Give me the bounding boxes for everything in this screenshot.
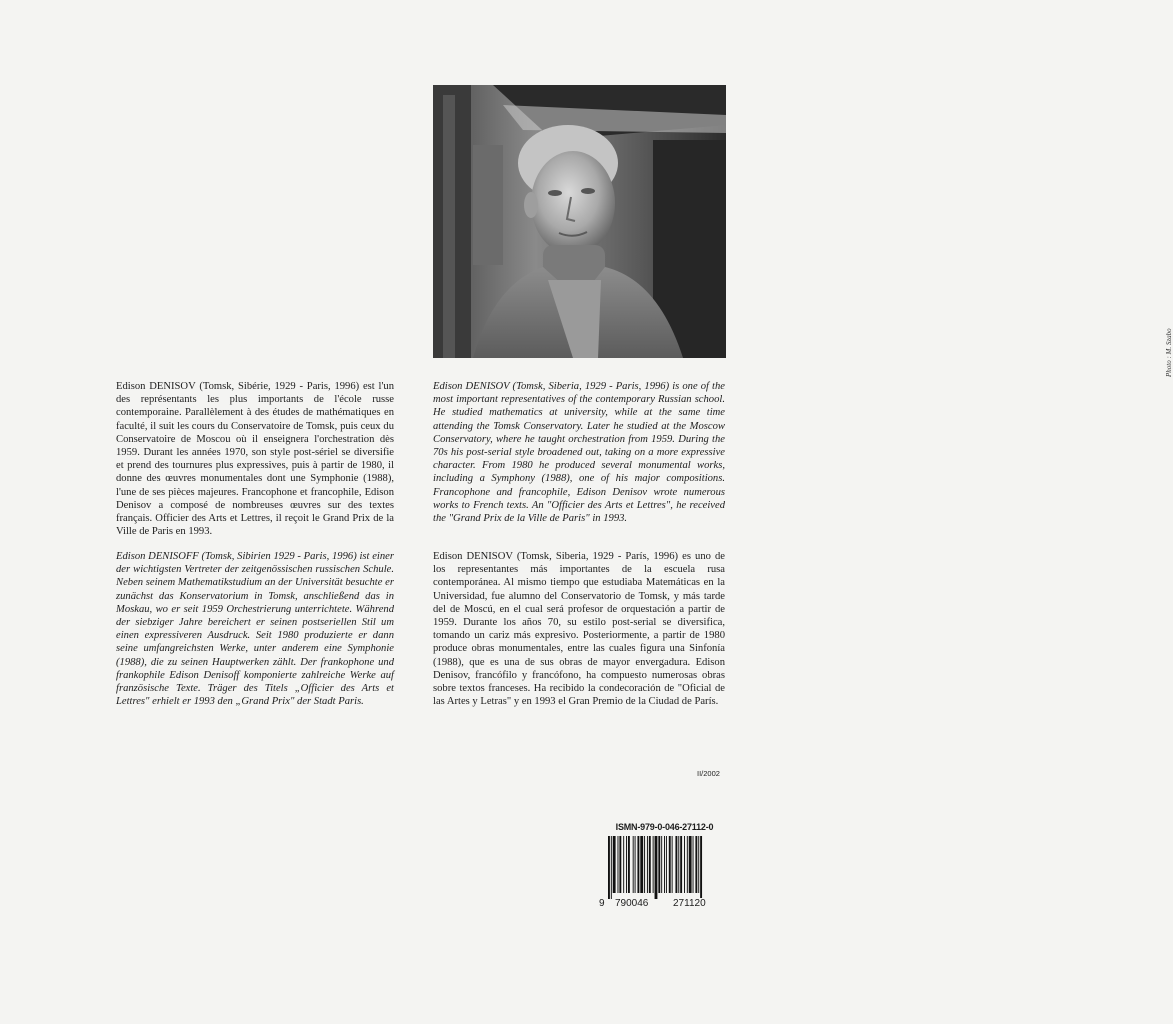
barcode-left-digits: 790046 <box>615 898 649 909</box>
barcode-bar <box>640 836 643 893</box>
barcode-bar <box>680 836 682 893</box>
portrait-photo-container <box>433 85 1173 377</box>
barcode-bar <box>698 836 699 893</box>
ismn-barcode <box>598 822 731 915</box>
barcode-bar <box>672 836 673 893</box>
barcode-bar <box>644 836 645 893</box>
barcode-digits <box>598 898 731 914</box>
barcode-bar <box>635 836 636 893</box>
german-biography: Edison DENISOFF (Tomsk, Sibirien 1929 - Paris, 1996) ist einer der wichtigsten Vertreter der zeitgenössischen russischen Schule. Neben seinem Mathematikstudium an der Universität besuchte er zunächst das Konservatorium in Tomsk, anschließend das in Moskau, wo er seit 1959 Orchestrierung unterrichtete. Während der siebziger Jahre bereichert er seinen postseriellen Stil um einen expressiveren Ausdruck. Seit 1980 produzierte er dann seine umfangreichsten Werke, unter anderem eine Symphonie (1988), die zu seinen Hauptwerken zählt. Der frankophone und frankophile Edison Denisoff komponierte zahlreiche Werke auf französische Texte. Träger des Titels „Officier des Arts et Lettres" erhielt er 1993 den „Grand Prix" der Stadt Paris. <box>116 551 394 708</box>
edition-date-code: II/2002 <box>697 769 720 778</box>
barcode-right-digits: 271120 <box>673 898 706 909</box>
barcode-bar <box>678 836 679 893</box>
barcode-bar <box>689 836 692 893</box>
barcode-bar <box>647 836 648 893</box>
barcode-bar <box>626 836 627 893</box>
barcode-bar <box>687 836 688 893</box>
ismn-number: ISMN-979-0-046-27112-0 <box>615 822 714 832</box>
barcode-first-digit: 9 <box>599 898 605 909</box>
barcode-bars <box>600 836 731 899</box>
spanish-biography: Edison DENISOV (Tomsk, Siberia, 1929 - París, 1996) es uno de los representantes más importantes de la escuela rusa contemporánea. Al mismo tiempo que estudiaba Matemáticas en la Universidad, fue alumno del Conservatorio de Tomsk, y más tarde del de Moscú, en el cual será profesor de orquestación a partir de 1959. Durante los años 70, su estilo post-serial se diversifica, tomando un cariz más expresivo. Posteriormente, a partir de 1980 produce obras monumentales, entre las cuales figura una Sinfonía (1988), que es una de sus obras de mayor envergadura. Edison Denisov, francófilo y francófono, ha compuesto numerosas obras sobre textos franceses. Ha recibido la condecoración de "Oficial de las Artes y Letras" y en 1993 el Gran Premio de la Ciudad de París. <box>433 551 725 708</box>
french-biography: Edison DENISOV (Tomsk, Sibérie, 1929 - Paris, 1996) est l'un des représentants les plus importants de l'école russe contemporaine. Parallèlement à des études de mathématiques en faculté, il suit les cours du Conservatoire de Tomsk, puis ceux du Conservatoire de Moscou où il enseignera l'orchestration dès 1959. Durant les années 1970, son style post-sériel se diversifie et prend des tournures plus expressives, puis à partir de 1980, il donne des œuvres monumentales dont une Symphonie (1988), l'une de ses pièces majeures. Francophone et francophile, Edison Denisov a composé de nombreuses œuvres sur des textes français. Officier des Arts et Lettres, il reçoit le Grand Prix de la Ville de Paris en 1993. <box>116 381 394 538</box>
barcode-bar <box>649 836 651 893</box>
barcode-bar <box>628 836 630 893</box>
barcode-bar <box>658 836 660 893</box>
barcode-bar <box>666 836 667 893</box>
barcode-bar <box>695 836 697 893</box>
barcode-bar <box>637 836 639 893</box>
barcode-bar <box>669 836 671 893</box>
barcode-bar <box>655 836 658 899</box>
barcode-bar <box>700 836 702 899</box>
barcode-bar <box>611 836 612 899</box>
barcode-bar <box>613 836 616 893</box>
barcode-bar <box>653 836 654 893</box>
portrait-photo <box>433 85 726 358</box>
barcode-bar <box>661 836 662 893</box>
barcode-bar <box>675 836 677 893</box>
barcode-bar <box>608 836 610 899</box>
barcode-bar <box>619 836 621 893</box>
barcode-bar <box>618 836 619 893</box>
barcode-bar <box>684 836 685 893</box>
barcode-bar <box>623 836 624 893</box>
english-biography: Edison DENISOV (Tomsk, Siberia, 1929 - Paris, 1996) is one of the most important representatives of the contemporary Russian school. He studied mathematics at university, while at the same time attending the Tomsk Conservatory. Later he studied at the Moscow Conservatory, where he taught orchestration from 1959. During the 70s his post-serial style broadened out, taking on a more expressive character. From 1980 he produced several monumental works, including a Symphony (1988), one of his major compositions. Francophone and francophile, Edison Denisov wrote numerous works to French texts. An "Officier des Arts et Lettres", he received the "Grand Prix de la Ville de Paris" in 1993. <box>433 381 725 525</box>
photo-credit: Photo : M. Szabo <box>1165 328 1173 377</box>
barcode-bar <box>633 836 634 893</box>
barcode-bar <box>664 836 665 893</box>
barcode-bar <box>693 836 694 893</box>
